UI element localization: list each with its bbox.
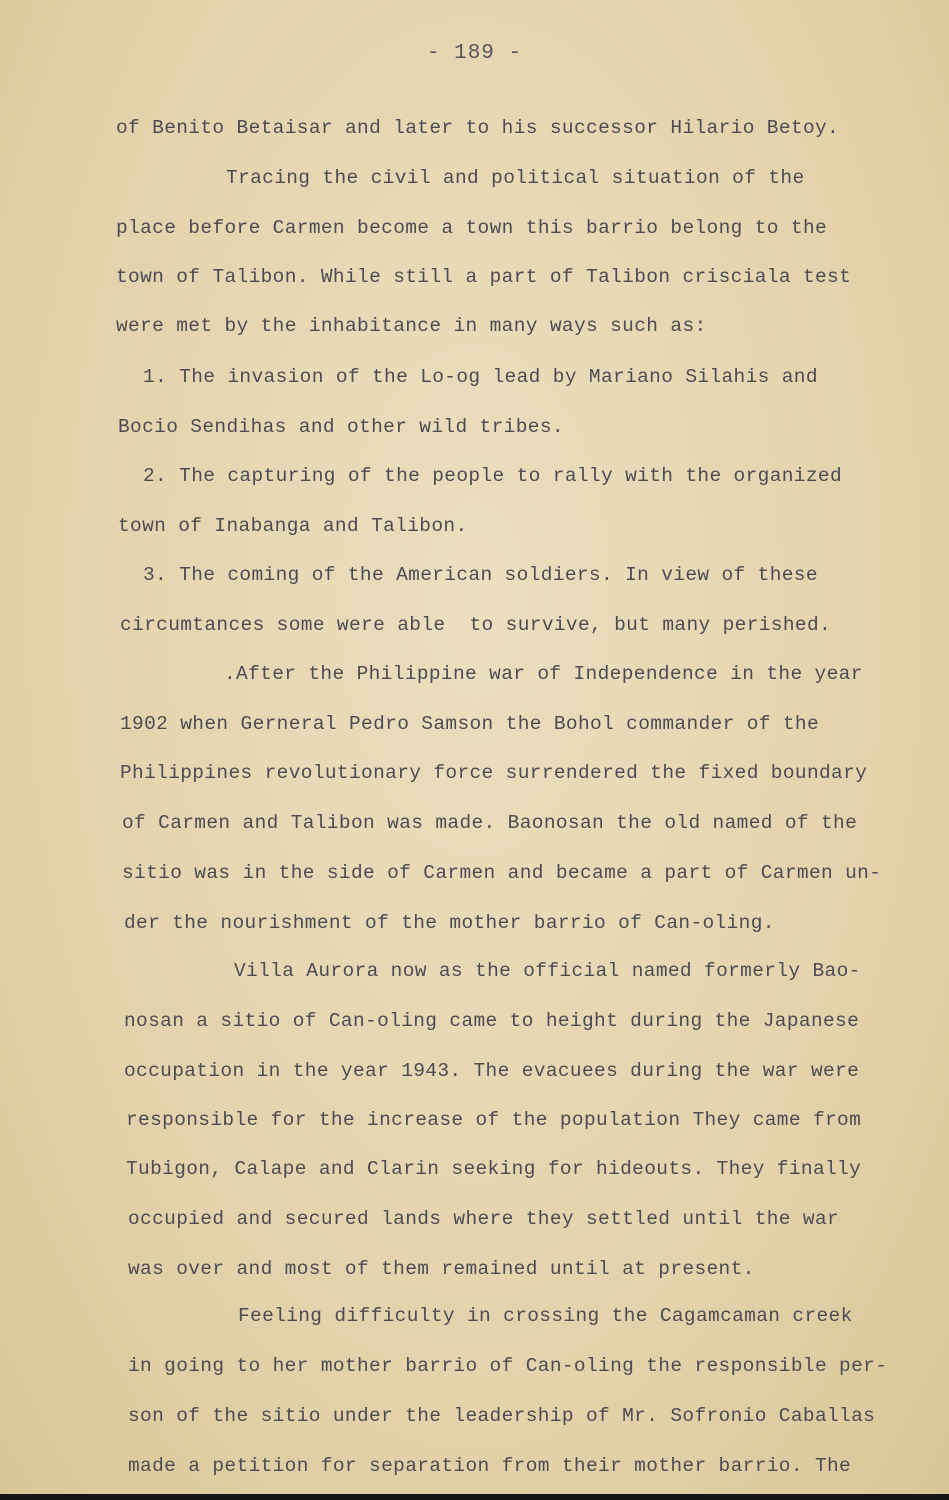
text-line: Tubigon, Calape and Clarin seeking for hideouts. They finally: [126, 1158, 862, 1180]
text-line: made a petition for separation from their mother barrio. The: [128, 1455, 852, 1477]
text-line: occupation in the year 1943. The evacuees during the war were: [124, 1060, 860, 1082]
text-line: 1902 when Gerneral Pedro Samson the Bohol commander of the: [120, 713, 820, 735]
text-line: nosan a sitio of Can-oling came to height during the Japanese: [124, 1010, 860, 1032]
text-line: Philippines revolutionary force surrendered the fixed boundary: [120, 762, 868, 784]
text-line: sitio was in the side of Carmen and became a part of Carmen un-: [122, 862, 882, 884]
scan-edge: [0, 1494, 949, 1500]
text-line: occupied and secured lands where they settled until the war: [128, 1208, 840, 1230]
page-number: - 189 -: [426, 42, 523, 65]
text-line: were met by the inhabitance in many ways such as:: [116, 315, 707, 337]
text-line: 1. The invasion of the Lo-og lead by Mariano Silahis and: [143, 366, 818, 388]
text-line: Villa Aurora now as the official named formerly Bao-: [234, 960, 861, 982]
text-line: Bocio Sendihas and other wild tribes.: [118, 416, 564, 438]
text-line: town of Inabanga and Talibon.: [118, 515, 468, 537]
text-line: Feeling difficulty in crossing the Cagamcaman creek: [238, 1305, 853, 1327]
text-line: was over and most of them remained until at present.: [128, 1258, 755, 1280]
text-line: circumtances some were able to survive, but many perished.: [120, 614, 832, 636]
text-line: der the nourishment of the mother barrio of Can-oling.: [124, 912, 775, 934]
text-line: .After the Philippine war of Independence in the year: [224, 663, 863, 685]
text-line: of Benito Betaisar and later to his successor Hilario Betoy.: [116, 117, 840, 139]
text-line: of Carmen and Talibon was made. Baonosan the old named of the: [122, 812, 858, 834]
text-line: place before Carmen become a town this barrio belong to the: [116, 217, 828, 239]
text-line: town of Talibon. While still a part of Talibon crisciala test: [116, 266, 852, 288]
text-line: Tracing the civil and political situation of the: [226, 167, 805, 189]
text-line: 3. The coming of the American soldiers. In view of these: [143, 564, 818, 586]
text-line: son of the sitio under the leadership of Mr. Sofronio Caballas: [128, 1405, 876, 1427]
text-line: in going to her mother barrio of Can-oling the responsible per-: [128, 1355, 888, 1377]
text-line: 2. The capturing of the people to rally with the organized: [143, 465, 843, 487]
text-line: responsible for the increase of the population They came from: [126, 1109, 862, 1131]
